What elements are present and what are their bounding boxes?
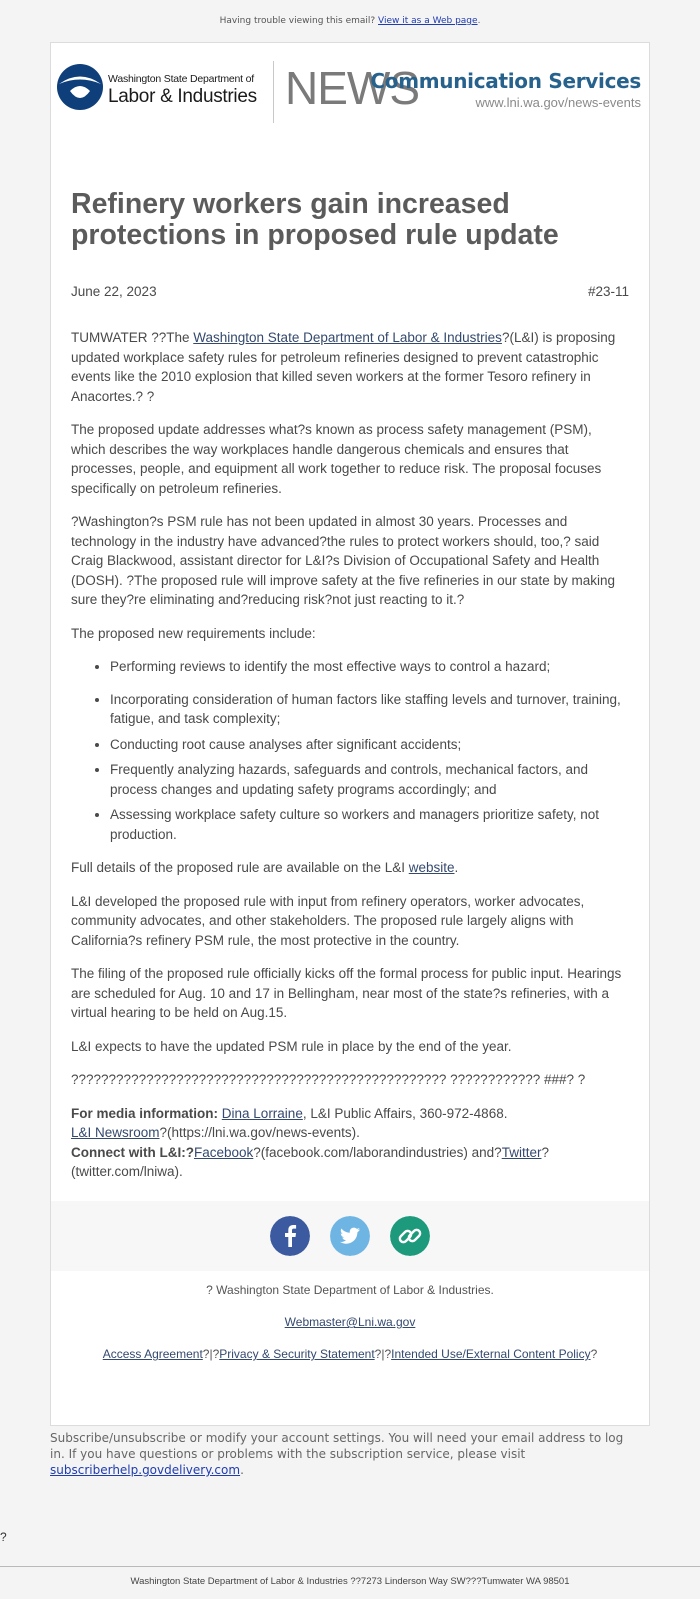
- header-divider: [273, 61, 274, 123]
- lni-link[interactable]: Washington State Department of Labor & Industries: [193, 330, 502, 345]
- twitter-link[interactable]: Twitter: [501, 1144, 542, 1160]
- paragraph-8: L&I expects to have the updated PSM rule in place by the end of the year.: [71, 1038, 512, 1054]
- dateline: [71, 284, 629, 304]
- communication-services-title: Communication Services: [370, 69, 641, 93]
- link-icon[interactable]: [390, 1216, 430, 1256]
- article-body: [51, 173, 649, 1182]
- policy-links: Access Agreement?|?Privacy & Security Statement?|?Intended Use/External Content Policy?: [102, 1347, 598, 1361]
- contact-link[interactable]: Dina Lorraine: [221, 1105, 303, 1121]
- list-item: • Assessing workplace safety culture so workers and managers prioritize safety, not production.: [110, 805, 629, 844]
- paragraph-5: Full details of the proposed rule are available on the L&I website.: [71, 860, 459, 875]
- list-item: • Conducting root cause analyses after significant accidents;: [110, 735, 629, 755]
- email-card: [50, 42, 650, 1426]
- webmaster-link[interactable]: Webmaster@Lni.wa.gov: [284, 1315, 416, 1329]
- release-date: June 22, 2023: [71, 284, 157, 299]
- website-link[interactable]: website: [408, 860, 455, 875]
- subscription-notice: Subscribe/unsubscribe or modify your account settings. You will need your email address to log in. If you have questions or problems with the subscription service, please visit subscriberhelp.govdelivery.com.: [50, 1431, 624, 1477]
- preheader-text: Having trouble viewing this email?: [219, 16, 379, 26]
- paragraph-3: ?Washington?s PSM rule has not been updated in almost 30 years. Processes and technology in the industry have advanced?the rules to protect workers should, too,? said Craig Blackwood, assistant director for L&I?s Division of Occupational Safety and Health (DOSH). ?The proposed rule will improve safety at the five refineries in our state by making sure they?re eliminating and?reducing risk?not just reacting to it.?: [71, 514, 615, 607]
- media-label: For media information:: [71, 1105, 219, 1121]
- facebook-icon[interactable]: [270, 1216, 310, 1256]
- list-item: • Incorporating consideration of human factors like staffing levels and turnover, training, fatigue, and task complexity;: [110, 690, 629, 729]
- release-number: #23-11: [587, 284, 629, 299]
- privacy-link[interactable]: Privacy & Security Statement: [219, 1347, 375, 1361]
- card-footer: [51, 1283, 649, 1379]
- connect-label: Connect with L&I:?: [71, 1144, 194, 1160]
- footer-divider: [0, 1566, 700, 1567]
- newsroom-link[interactable]: L&I Newsroom: [71, 1125, 160, 1140]
- media-info: For media information: Dina Lorraine, L&I Public Affairs, 360-972-4868. L&I Newsroom?(https://lni.wa.gov/news-events). Connect with L&I:?Facebook?(facebook.com/laborandindustries) and?Twitter?(twitter.com/lniwa).: [71, 1105, 549, 1179]
- paragraph-7: The filing of the proposed rule officially kicks off the formal process for public input. Hearings are scheduled for Aug. 10 and 17 in Bellingham, near most of the state?s refineries, with a virtual hearing to be held on Aug.15.: [71, 966, 622, 1020]
- access-agreement-link[interactable]: Access Agreement: [102, 1347, 203, 1361]
- subscriber-help-link[interactable]: subscriberhelp.govdelivery.com: [50, 1463, 241, 1477]
- news-url: www.lni.wa.gov/news-events: [475, 95, 641, 110]
- news-heading: NEWS: [285, 62, 419, 114]
- copyright: ? Washington State Department of Labor & Industries.: [206, 1283, 494, 1297]
- stray-mark: ?: [0, 1530, 7, 1544]
- agency-name: Washington State Department of Labor & Industries: [108, 73, 257, 107]
- intended-use-link[interactable]: Intended Use/External Content Policy: [391, 1347, 591, 1361]
- list-item: • Performing reviews to identify the most effective ways to control a hazard;: [110, 657, 629, 677]
- paragraph-1: TUMWATER ??The Washington State Department of Labor & Industries?(L&I) is proposing updated workplace safety rules for petroleum refineries designed to prevent catastrophic events like the 2010 explosion that killed seven workers at the former Tesoro refinery in Anacortes.? ?: [71, 330, 616, 404]
- twitter-icon[interactable]: [330, 1216, 370, 1256]
- view-web-page-link[interactable]: View it as a Web page: [378, 16, 478, 26]
- requirements-list: [71, 657, 629, 844]
- headline: Refinery workers gain increased protections in proposed rule update: [71, 188, 559, 251]
- social-bar: [51, 1201, 649, 1271]
- paragraph-2: The proposed update addresses what?s known as process safety management (PSM), which describes the way workplaces handle dangerous chemicals and ensures that processes, people, and equipment all work together to reduce risk. The proposal focuses specifically on petroleum refineries.: [71, 422, 602, 496]
- paragraph-6: L&I developed the proposed rule with input from refinery operators, worker advocates, community advocates, and other stakeholders. The proposed rule largely aligns with California?s refinery PSM rule, the most protective in the country.: [71, 893, 585, 948]
- preheader: Having trouble viewing this email? View it as a Web page.: [219, 16, 481, 26]
- lni-logo-icon: [56, 63, 104, 111]
- email-header: [51, 43, 649, 153]
- paragraph-4: The proposed new requirements include:: [71, 625, 316, 641]
- postal-address: Washington State Department of Labor & Industries ??7273 Linderson Way SW???Tumwater WA 98501: [130, 1576, 570, 1587]
- facebook-link[interactable]: Facebook: [193, 1144, 254, 1160]
- end-marker: ?????????????????????????????????????????????????? ???????????? ###? ?: [71, 1072, 586, 1087]
- list-item: • Frequently analyzing hazards, safeguards and controls, mechanical factors, and process changes and updating safety programs accordingly; and: [110, 760, 629, 799]
